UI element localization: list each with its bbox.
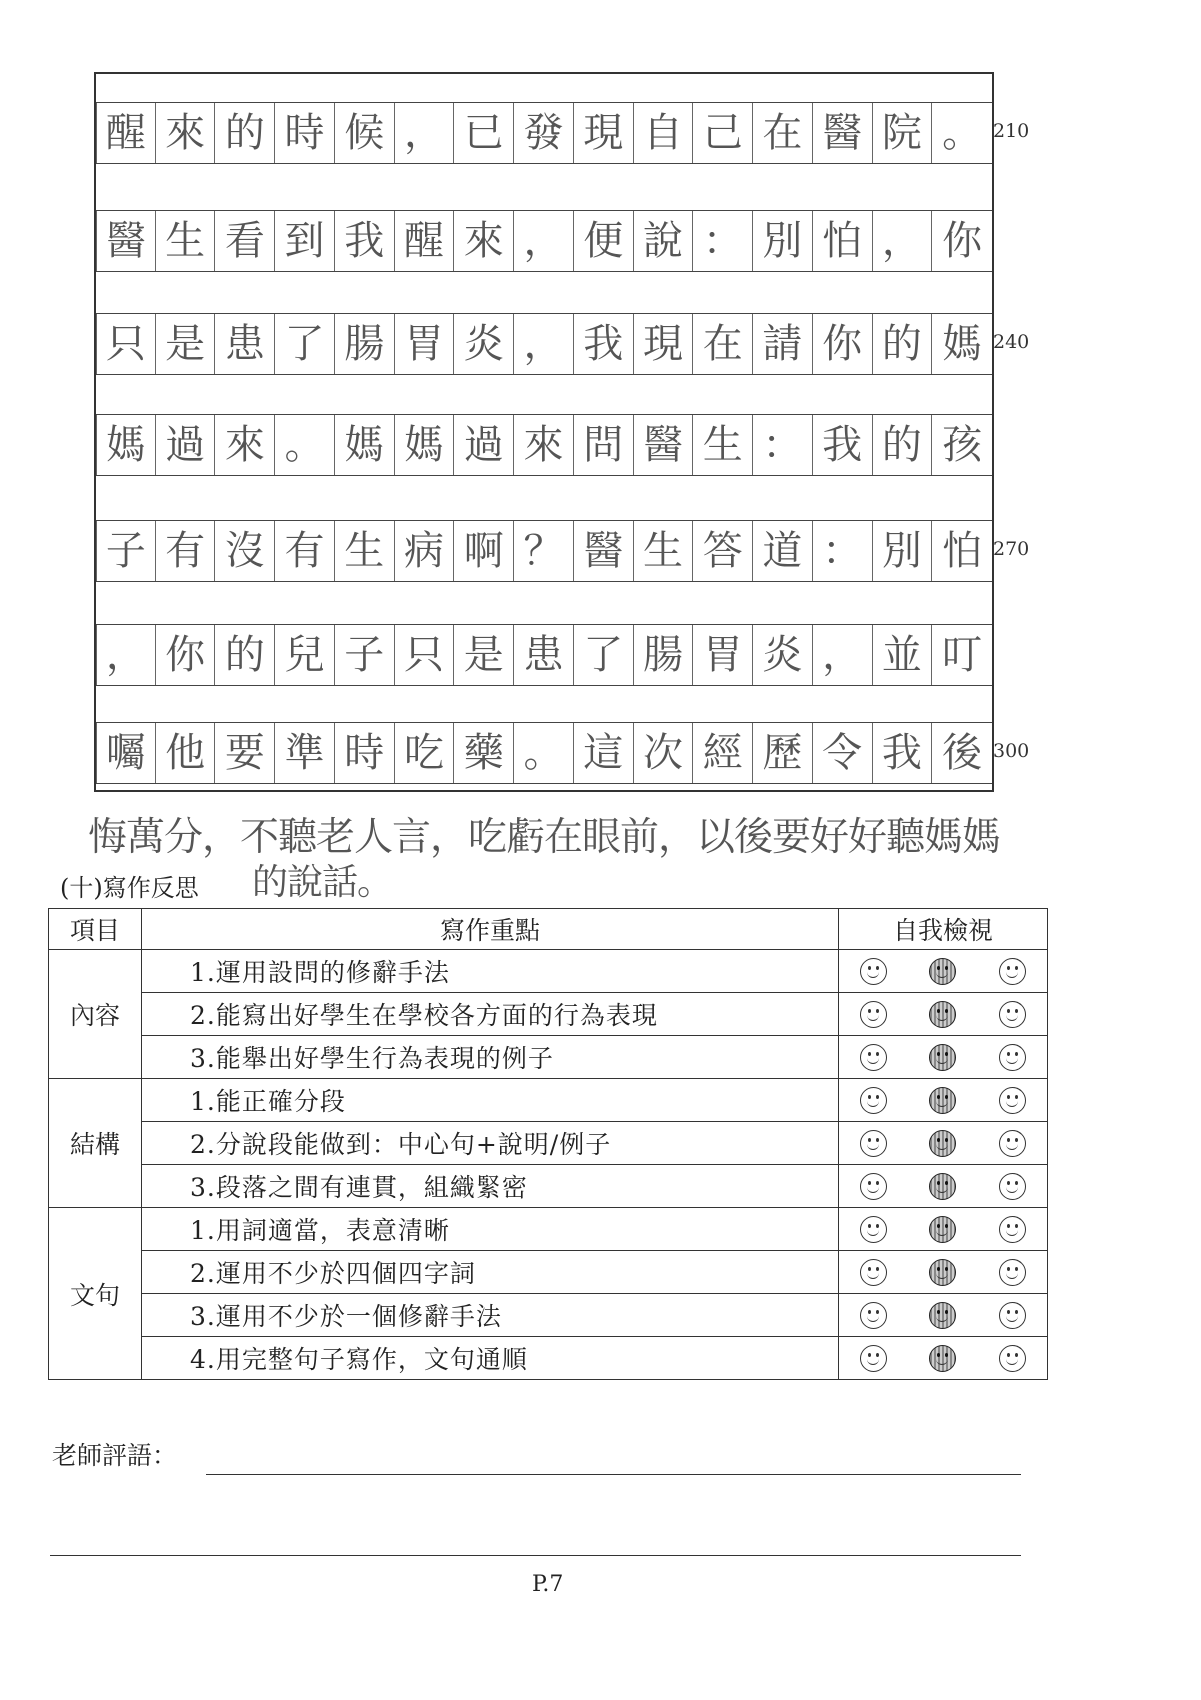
grid-cell: ，: [514, 314, 574, 374]
grid-cell: 醒: [395, 211, 455, 271]
teacher-comment-label: 老師評語：: [52, 1441, 178, 1470]
writing-point: 2.能寫出好學生在學校各方面的行為表現: [142, 993, 839, 1036]
grid-cell: 我: [574, 314, 634, 374]
grid-cell: 媽: [96, 415, 156, 475]
grid-cell: 你: [942, 218, 983, 264]
grid-cell: 別: [753, 211, 813, 271]
grid-cell: 生: [634, 521, 694, 581]
smiley-face-icon[interactable]: [999, 1173, 1026, 1200]
writing-point: 1.能正確分段: [142, 1079, 839, 1122]
grid-cell: 到: [275, 211, 335, 271]
grid-cell: 便: [574, 211, 634, 271]
header-focus: 寫作重點: [142, 909, 839, 950]
grid-cell: 腸: [634, 625, 694, 685]
grid-cell: 吃: [395, 723, 455, 783]
grid-cell: 生: [693, 415, 753, 475]
grid-cell: 。: [942, 110, 983, 156]
character-count-marker: 240: [993, 331, 1030, 353]
grid-row: [96, 210, 992, 272]
writing-point: 2.運用不少於四個四字詞: [142, 1251, 839, 1294]
grid-cell: 醫: [574, 521, 634, 581]
smiley-face-icon[interactable]: [860, 1216, 887, 1243]
self-check-cell: [839, 1251, 1048, 1294]
smiley-face-icon[interactable]: [860, 1130, 887, 1157]
grid-cell: 並: [873, 625, 933, 685]
grid-cell: ，: [96, 625, 156, 685]
character-count-marker: 300: [993, 740, 1030, 762]
grid-cell: 子: [335, 625, 395, 685]
grid-cell: 了: [275, 314, 335, 374]
grid-cell: 這: [574, 723, 634, 783]
handwritten-continuation-line-1: 悔萬分，不聽老人言，吃虧在眼前，以後要好好聽媽媽: [88, 815, 1001, 860]
grid-cell: 我: [335, 211, 395, 271]
smiley-face-icon[interactable]: [929, 1345, 956, 1372]
header-self-check: 自我檢視: [839, 909, 1048, 950]
grid-cell: 自: [634, 103, 694, 163]
table-row: [49, 1251, 1048, 1294]
grid-cell: 問: [574, 415, 634, 475]
grid-cell: 是: [454, 625, 514, 685]
grid-cell: 現: [574, 103, 634, 163]
smiley-face-icon[interactable]: [999, 1302, 1026, 1329]
grid-cell: 有: [275, 521, 335, 581]
grid-cell: 叮: [942, 632, 983, 678]
grid-cell: 醫: [634, 415, 694, 475]
smiley-face-icon[interactable]: [860, 1302, 887, 1329]
grid-cell: 胃: [693, 625, 753, 685]
grid-cell: ，: [395, 103, 455, 163]
self-check-cell: [839, 993, 1048, 1036]
writing-grid: [94, 72, 994, 792]
table-row: [49, 1208, 1048, 1251]
self-check-cell: [839, 1122, 1048, 1165]
smiley-face-icon[interactable]: [999, 1216, 1026, 1243]
smiley-face-icon[interactable]: [860, 1345, 887, 1372]
table-row: [49, 950, 1048, 993]
category-cell: 文句: [49, 1208, 142, 1380]
grid-cell: 的: [215, 625, 275, 685]
grid-cell: 次: [634, 723, 694, 783]
grid-cell: 醒: [96, 103, 156, 163]
grid-cell: 看: [215, 211, 275, 271]
writing-point: 1.用詞適當，表意清晰: [142, 1208, 839, 1251]
smiley-face-icon[interactable]: [999, 958, 1026, 985]
category-cell: 內容: [49, 950, 142, 1079]
grid-cell: 了: [574, 625, 634, 685]
smiley-face-icon[interactable]: [929, 1044, 956, 1071]
smiley-face-icon[interactable]: [929, 1001, 956, 1028]
grid-cell: 胃: [395, 314, 455, 374]
grid-cell: 的: [215, 103, 275, 163]
self-check-cell: [839, 1079, 1048, 1122]
table-row: [49, 1294, 1048, 1337]
grid-cell: 來: [215, 415, 275, 475]
grid-cell: 已: [454, 103, 514, 163]
smiley-face-icon[interactable]: [929, 1173, 956, 1200]
smiley-face-icon[interactable]: [929, 1259, 956, 1286]
reflection-title: (十)寫作反思: [60, 874, 199, 902]
grid-cell: 己: [693, 103, 753, 163]
grid-cell: 過: [156, 415, 216, 475]
grid-cell: 怕: [813, 211, 873, 271]
grid-cell: 。: [275, 415, 335, 475]
grid-cell: 媽: [335, 415, 395, 475]
grid-cell: 他: [156, 723, 216, 783]
category-cell: 結構: [49, 1079, 142, 1208]
grid-cell: 生: [156, 211, 216, 271]
smiley-face-icon[interactable]: [860, 958, 887, 985]
writing-point: 3.能舉出好學生行為表現的例子: [142, 1036, 839, 1079]
reflection-table: [48, 908, 1048, 1380]
table-row: [49, 1165, 1048, 1208]
grid-cell: 的: [873, 415, 933, 475]
self-check-cell: [839, 1165, 1048, 1208]
table-row: [49, 1036, 1048, 1079]
grid-cell: 媽: [942, 321, 983, 367]
smiley-face-icon[interactable]: [860, 1259, 887, 1286]
grid-cell: 只: [96, 314, 156, 374]
smiley-face-icon[interactable]: [999, 1001, 1026, 1028]
grid-row: [96, 414, 992, 476]
grid-cell: 答: [693, 521, 753, 581]
grid-cell: 媽: [395, 415, 455, 475]
grid-cell: 囑: [96, 723, 156, 783]
grid-row: [96, 624, 992, 686]
grid-cell: 過: [454, 415, 514, 475]
grid-cell: 只: [395, 625, 455, 685]
self-check-cell: [839, 1208, 1048, 1251]
table-row: [49, 1079, 1048, 1122]
grid-cell: 醫: [813, 103, 873, 163]
writing-point: 4.用完整句子寫作，文句通順: [142, 1337, 839, 1380]
smiley-face-icon[interactable]: [929, 1087, 956, 1114]
grid-cell: 沒: [215, 521, 275, 581]
grid-cell: 啊: [454, 521, 514, 581]
grid-cell: 。: [514, 723, 574, 783]
teacher-comment-line: [206, 1474, 1021, 1475]
grid-cell: 來: [454, 211, 514, 271]
grid-cell: 的: [873, 314, 933, 374]
grid-cell: 說: [634, 211, 694, 271]
grid-cell: 時: [275, 103, 335, 163]
grid-cell: 候: [335, 103, 395, 163]
teacher-comment-line: [50, 1555, 1021, 1556]
smiley-face-icon[interactable]: [929, 1130, 956, 1157]
smiley-face-icon[interactable]: [860, 1001, 887, 1028]
grid-cell: 在: [753, 103, 813, 163]
smiley-face-icon[interactable]: [929, 1302, 956, 1329]
table-row: [49, 1337, 1048, 1380]
writing-point: 2.分說段能做到：中心句+說明/例子: [142, 1122, 839, 1165]
grid-cell: 孩: [942, 422, 983, 468]
grid-cell: 發: [514, 103, 574, 163]
grid-cell: 要: [215, 723, 275, 783]
smiley-face-icon[interactable]: [929, 1216, 956, 1243]
grid-cell: 患: [215, 314, 275, 374]
writing-point: 3.段落之間有連貫，組織緊密: [142, 1165, 839, 1208]
smiley-face-icon[interactable]: [860, 1087, 887, 1114]
grid-cell: 有: [156, 521, 216, 581]
handwritten-continuation-line-2: 的說話。: [252, 862, 393, 903]
grid-row: [96, 313, 992, 375]
grid-cell: 別: [873, 521, 933, 581]
grid-cell: 病: [395, 521, 455, 581]
grid-cell: ，: [873, 211, 933, 271]
smiley-face-icon[interactable]: [860, 1044, 887, 1071]
grid-row: [96, 102, 992, 164]
grid-cell: ，: [813, 625, 873, 685]
grid-cell: 準: [275, 723, 335, 783]
page-number: P.7: [532, 1572, 564, 1597]
grid-cell: 請: [753, 314, 813, 374]
character-count-marker: 210: [993, 120, 1030, 142]
grid-cell: 道: [753, 521, 813, 581]
grid-cell: 後: [942, 730, 983, 776]
grid-cell: 醫: [96, 211, 156, 271]
writing-point: 3.運用不少於一個修辭手法: [142, 1294, 839, 1337]
smiley-face-icon[interactable]: [999, 1087, 1026, 1114]
self-check-cell: [839, 950, 1048, 993]
grid-cell: 來: [156, 103, 216, 163]
grid-cell: 藥: [454, 723, 514, 783]
smiley-face-icon[interactable]: [999, 1259, 1026, 1286]
table-row: [49, 1122, 1048, 1165]
grid-cell: 現: [634, 314, 694, 374]
grid-cell: ：: [753, 415, 813, 475]
self-check-cell: [839, 1337, 1048, 1380]
grid-cell: 兒: [275, 625, 335, 685]
grid-cell: 令: [813, 723, 873, 783]
grid-cell: ，: [514, 211, 574, 271]
self-check-cell: [839, 1294, 1048, 1337]
grid-row: [96, 520, 992, 582]
table-row: [49, 993, 1048, 1036]
grid-cell: 是: [156, 314, 216, 374]
grid-cell: 炎: [454, 314, 514, 374]
grid-cell: 怕: [942, 528, 983, 574]
grid-cell: 炎: [753, 625, 813, 685]
grid-cell: 經: [693, 723, 753, 783]
grid-cell: ？: [514, 521, 574, 581]
grid-cell: 我: [873, 723, 933, 783]
grid-cell: 生: [335, 521, 395, 581]
grid-cell: 在: [693, 314, 753, 374]
grid-cell: 歷: [753, 723, 813, 783]
smiley-face-icon[interactable]: [999, 1044, 1026, 1071]
smiley-face-icon[interactable]: [999, 1345, 1026, 1372]
grid-cell: 我: [813, 415, 873, 475]
grid-cell: ：: [813, 521, 873, 581]
smiley-face-icon[interactable]: [999, 1130, 1026, 1157]
grid-row: [96, 722, 992, 784]
grid-cell: 子: [96, 521, 156, 581]
grid-cell: 院: [873, 103, 933, 163]
grid-cell: 腸: [335, 314, 395, 374]
character-count-marker: 270: [993, 538, 1030, 560]
writing-point: 1.運用設問的修辭手法: [142, 950, 839, 993]
grid-cell: 你: [156, 625, 216, 685]
self-check-cell: [839, 1036, 1048, 1079]
grid-cell: 時: [335, 723, 395, 783]
grid-cell: 來: [514, 415, 574, 475]
header-item: 項目: [49, 909, 142, 950]
smiley-face-icon[interactable]: [860, 1173, 887, 1200]
smiley-face-icon[interactable]: [929, 958, 956, 985]
grid-cell: ：: [693, 211, 753, 271]
grid-cell: 你: [813, 314, 873, 374]
grid-cell: 患: [514, 625, 574, 685]
